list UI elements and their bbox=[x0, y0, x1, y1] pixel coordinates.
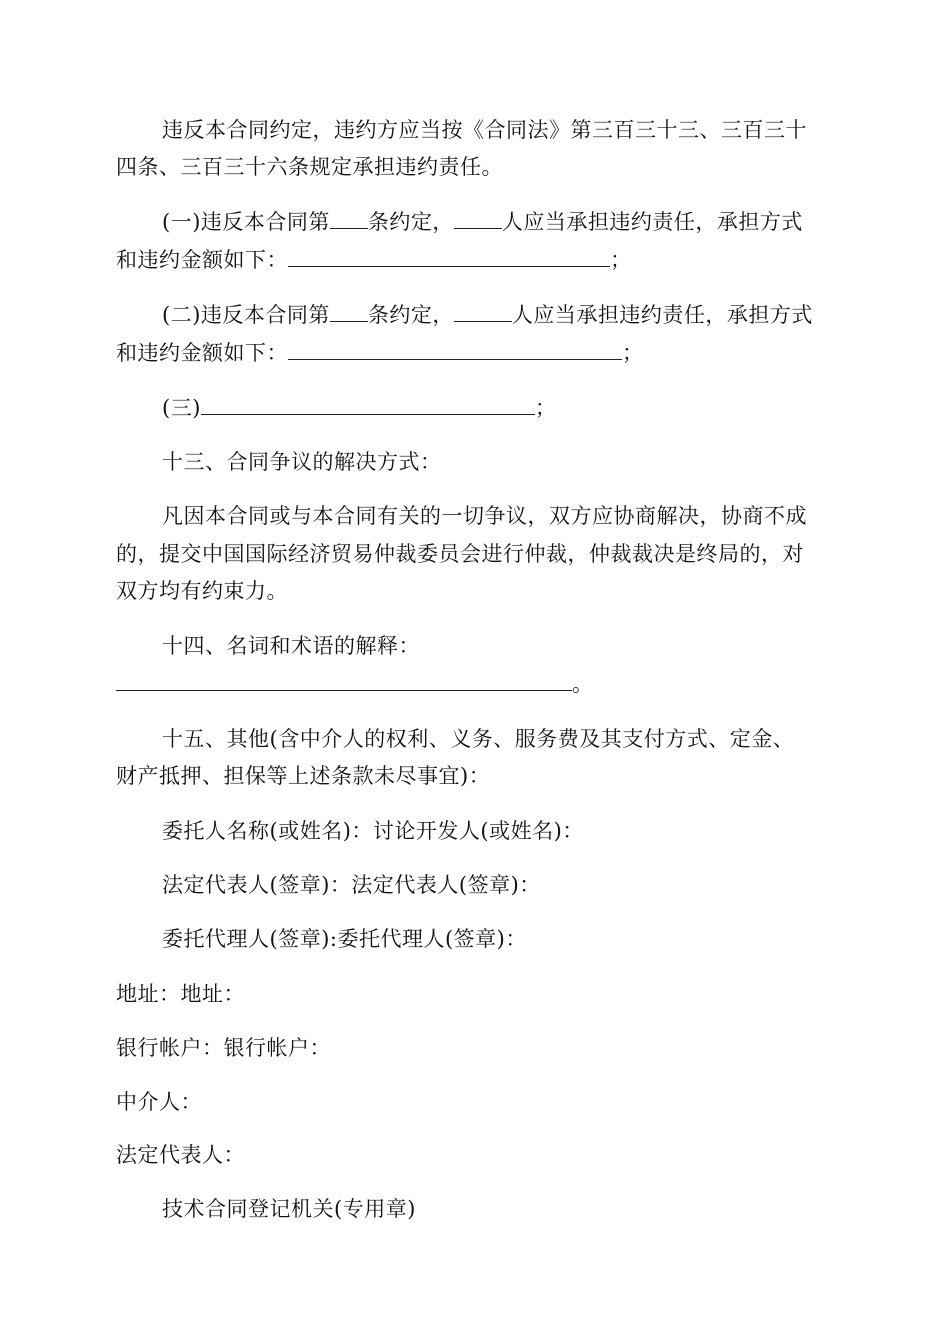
registry-line: 技术合同登记机关(专用章) bbox=[162, 1197, 416, 1221]
item1-mid: 条约定， bbox=[367, 210, 454, 234]
item2-amount-blank bbox=[288, 341, 622, 360]
item3-blank bbox=[201, 396, 535, 415]
section14-definition-line bbox=[116, 672, 594, 696]
item3-line bbox=[162, 396, 556, 420]
client-name-line: 委托人名称(或姓名)：讨论开发人(或姓名)： bbox=[162, 819, 584, 843]
item2-line2-end: ； bbox=[622, 341, 644, 365]
item2-clause-blank bbox=[330, 303, 368, 322]
legal-rep-line: 法定代表人： bbox=[116, 1143, 245, 1167]
legal-rep-sign-line: 法定代表人(签章)：法定代表人(签章)： bbox=[162, 873, 541, 897]
item3-prefix: (三) bbox=[162, 396, 201, 420]
item2-prefix: (二)违反本合同第 bbox=[162, 303, 330, 327]
item1-line1 bbox=[162, 210, 803, 234]
item2-line2 bbox=[116, 341, 644, 365]
section13-line2: 的，提交中国国际经济贸易仲裁委员会进行仲裁，仲裁裁决是终局的，对 bbox=[116, 542, 804, 566]
section15-line2: 财产抵押、担保等上述条款未尽事宜)： bbox=[116, 764, 491, 788]
item2-line1 bbox=[162, 303, 813, 327]
para1-line1: 违反本合同约定，违约方应当按《合同法》第三百三十三、三百三十 bbox=[162, 118, 807, 142]
item2-line2-label: 和违约金额如下： bbox=[116, 341, 288, 365]
address-line: 地址：地址： bbox=[116, 982, 245, 1006]
item2-suffix: 人应当承担违约责任，承担方式 bbox=[511, 303, 813, 327]
item1-clause-blank bbox=[330, 210, 368, 229]
section14-heading: 十四、名词和术语的解释： bbox=[162, 634, 420, 658]
section13-line1: 凡因本合同或与本合同有关的一切争议，双方应协商解决，协商不成 bbox=[162, 504, 807, 528]
bank-account-line: 银行帐户：银行帐户： bbox=[116, 1036, 331, 1060]
item1-line2-label: 和违约金额如下： bbox=[116, 248, 288, 272]
section15-line1: 十五、其他(含中介人的权利、义务、服务费及其支付方式、定金、 bbox=[162, 727, 795, 751]
item1-line2-end: ； bbox=[610, 248, 632, 272]
item1-prefix: (一)违反本合同第 bbox=[162, 210, 330, 234]
item2-party-blank bbox=[454, 303, 512, 322]
section14-blank bbox=[116, 672, 572, 691]
item1-amount-blank bbox=[288, 248, 610, 267]
intermediary-line: 中介人： bbox=[116, 1090, 202, 1114]
section13-line3: 双方均有约束力。 bbox=[116, 579, 288, 603]
item3-end: ； bbox=[534, 396, 557, 420]
item1-party-blank bbox=[454, 210, 502, 229]
item2-mid: 条约定， bbox=[367, 303, 454, 327]
agent-sign-line: 委托代理人(签章):委托代理人(签章)： bbox=[162, 927, 527, 951]
section14-end: 。 bbox=[572, 672, 594, 696]
item1-line2 bbox=[116, 248, 632, 272]
para1-line2: 四条、三百三十六条规定承担违约责任。 bbox=[116, 155, 503, 179]
section13-heading: 十三、合同争议的解决方式： bbox=[162, 450, 442, 474]
item1-suffix: 人应当承担违约责任，承担方式 bbox=[501, 210, 803, 234]
